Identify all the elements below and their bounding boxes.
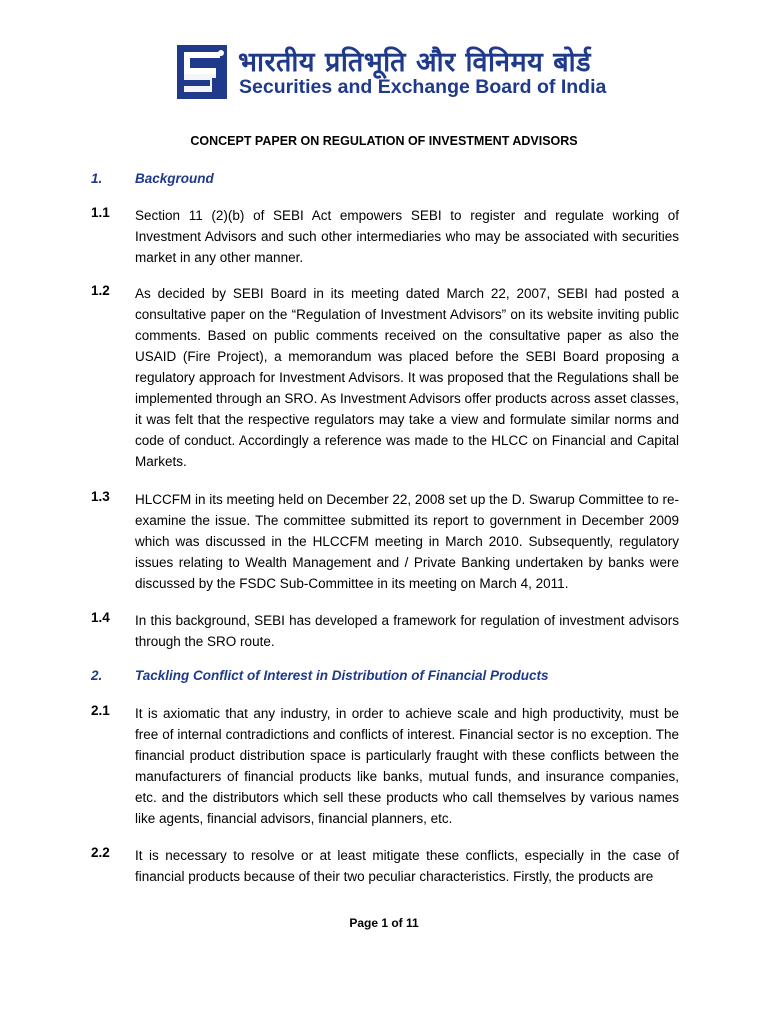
paragraph-text: HLCCFM in its meeting held on December 22, 2008 set up the D. Swarup Committee to re-examine the issue. The committee submitted its report to government in December 2009 which was discussed in the HLCCFM meeting in March 2010. Subsequently, regulatory issues relating to Wealth Management and / Private Banking undertaken by banks were discussed by the FSDC Sub-Committee in its meeting on March 4, 2011.	[135, 492, 679, 591]
paragraph-text: It is axiomatic that any industry, in order to achieve scale and high productivity, must be free of internal contradictions and conflicts of interest. Financial sector is no exception. The financial product distribution space is particularly fraught with these conflicts between the manufacturers of financial products like banks, mutual funds, and insurance companies, etc. and the distributors which sell these products who call themselves by various names like agents, financial advisors, financial planners, etc.	[135, 706, 679, 826]
section-number: 2.	[91, 668, 103, 683]
section-title: Tackling Conflict of Interest in Distribution of Financial Products	[135, 668, 549, 683]
paragraph-number: 1.4	[91, 610, 110, 625]
page-number: Page 1 of 11	[349, 916, 419, 930]
paragraph-number: 2.1	[91, 703, 110, 718]
paragraph-text: It is necessary to resolve or at least mitigate these conflicts, especially in the case of financial products because of their two peculiar characteristics. Firstly, the products are	[135, 848, 679, 884]
section-heading	[91, 668, 691, 688]
section-title: Background	[135, 171, 214, 186]
document-title: CONCEPT PAPER ON REGULATION OF INVESTMENT ADVISORS	[190, 134, 578, 148]
paragraph-number: 2.2	[91, 845, 110, 860]
paragraph-text: In this background, SEBI has developed a framework for regulation of investment advisors through the SRO route.	[135, 613, 679, 649]
paragraph-number: 1.2	[91, 283, 110, 298]
section-number: 1.	[91, 171, 103, 186]
section-heading	[91, 171, 691, 191]
hindi-organization-name: भारतीय प्रतिभूति और विनिमय बोर्ड	[238, 47, 592, 78]
english-organization-name: Securities and Exchange Board of India	[239, 76, 607, 98]
letterhead	[176, 42, 606, 102]
paragraph-number: 1.1	[91, 205, 110, 220]
sebi-logo	[176, 44, 228, 100]
paragraph-number: 1.3	[91, 489, 110, 504]
paragraph-text: Section 11 (2)(b) of SEBI Act empowers SEBI to register and regulate working of Investment Advisors and such other intermediaries who may be associated with securities market in any other manner.	[135, 208, 679, 265]
paragraph-text: As decided by SEBI Board in its meeting dated March 22, 2007, SEBI had posted a consultative paper on the “Regulation of Investment Advisors” on its website inviting public comments. Based on public comments received on the consultative paper as also the USAID (Fire Project), a memorandum was placed before the SEBI Board proposing a regulatory approach for Investment Advisors. It was proposed that the Regulations shall be implemented through an SRO. As Investment Advisors offer products across asset classes, it was felt that the respective regulators may take a view and formulate similar norms and code of conduct. Accordingly a reference was made to the HLCC on Financial and Capital Markets.	[135, 286, 679, 469]
